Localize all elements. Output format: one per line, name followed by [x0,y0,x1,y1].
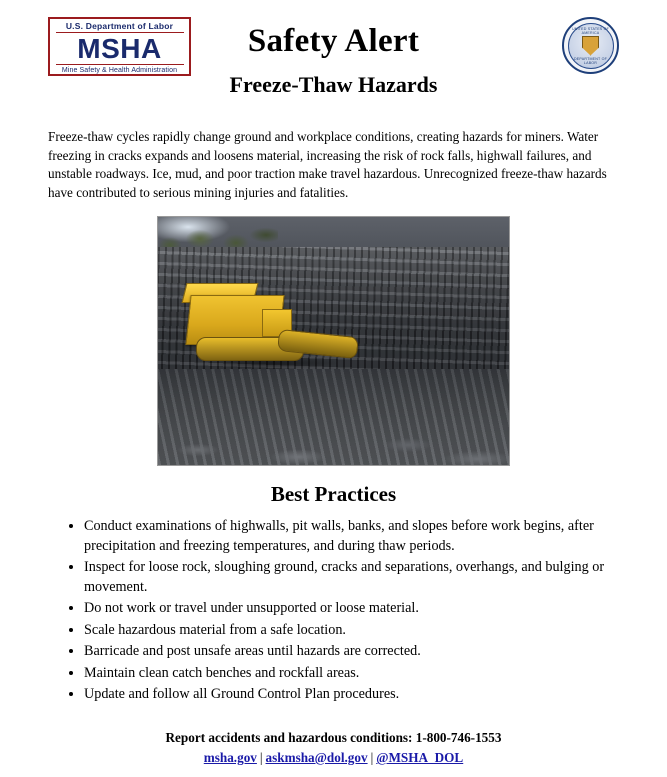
best-practices-list [68,517,619,705]
list-item: • Maintain clean catch benches and rockfall areas. [84,664,619,684]
list-item: • Inspect for loose rock, sloughing ground, cracks and separations, overhangs, and bulging or movement. [84,558,619,597]
msha-logo-dol-line: U.S. Department of Labor [65,21,174,31]
msha-logo-subtitle: Mine Safety & Health Administration [61,67,178,74]
intro-paragraph: Freeze-thaw cycles rapidly change ground and workplace conditions, creating hazards for miners. Water freezing in cracks expands and loosens material, increasing the risk of rock falls, highwall failures, and unstable roadways. Ice, mud, and poor traction make travel hazardous. Unrecognized freeze-thaw hazards have contributed to serious mining injuries and fatalities. [48,129,607,200]
footer-separator-2: | [370,750,374,765]
page-subtitle: Freeze-Thaw Hazards [229,72,438,97]
list-item: • Update and follow all Ground Control Plan procedures. [84,685,619,705]
report-hotline-text: Report accidents and hazardous conditions: 1-800-746-1553 [165,730,502,745]
hazard-photo-image [158,217,509,465]
title-block [0,22,667,98]
list-item: • Barricade and post unsafe areas until hazards are corrected. [84,642,619,662]
footer-separator-1: | [259,750,263,765]
link-msha-website[interactable]: msha.gov [203,750,257,765]
page-title: Safety Alert [247,23,420,59]
footer-links [0,749,667,767]
msha-logo-acronym: MSHA [77,33,162,64]
list-item: • Conduct examinations of highwalls, pit walls, banks, and slopes before work begins, after precipitation and freezing temperatures, and during thaw periods. [84,517,619,556]
link-msha-twitter[interactable]: @MSHA_DOL [376,750,464,765]
best-practices-heading: Best Practices [270,482,397,506]
dol-seal-top-text: UNITED STATES OF AMERICA [571,26,609,35]
document-header [0,0,667,122]
link-askmsha-email[interactable]: askmsha@dol.gov [265,750,368,765]
hazard-photo [157,216,510,466]
dol-seal-bottom-text: DEPARTMENT OF LABOR [574,56,607,65]
list-item: • Scale hazardous material from a safe location. [84,621,619,641]
list-item: • Do not work or travel under unsupported or loose material. [84,599,619,619]
photo-rubble [158,395,509,465]
document-footer [0,729,667,767]
